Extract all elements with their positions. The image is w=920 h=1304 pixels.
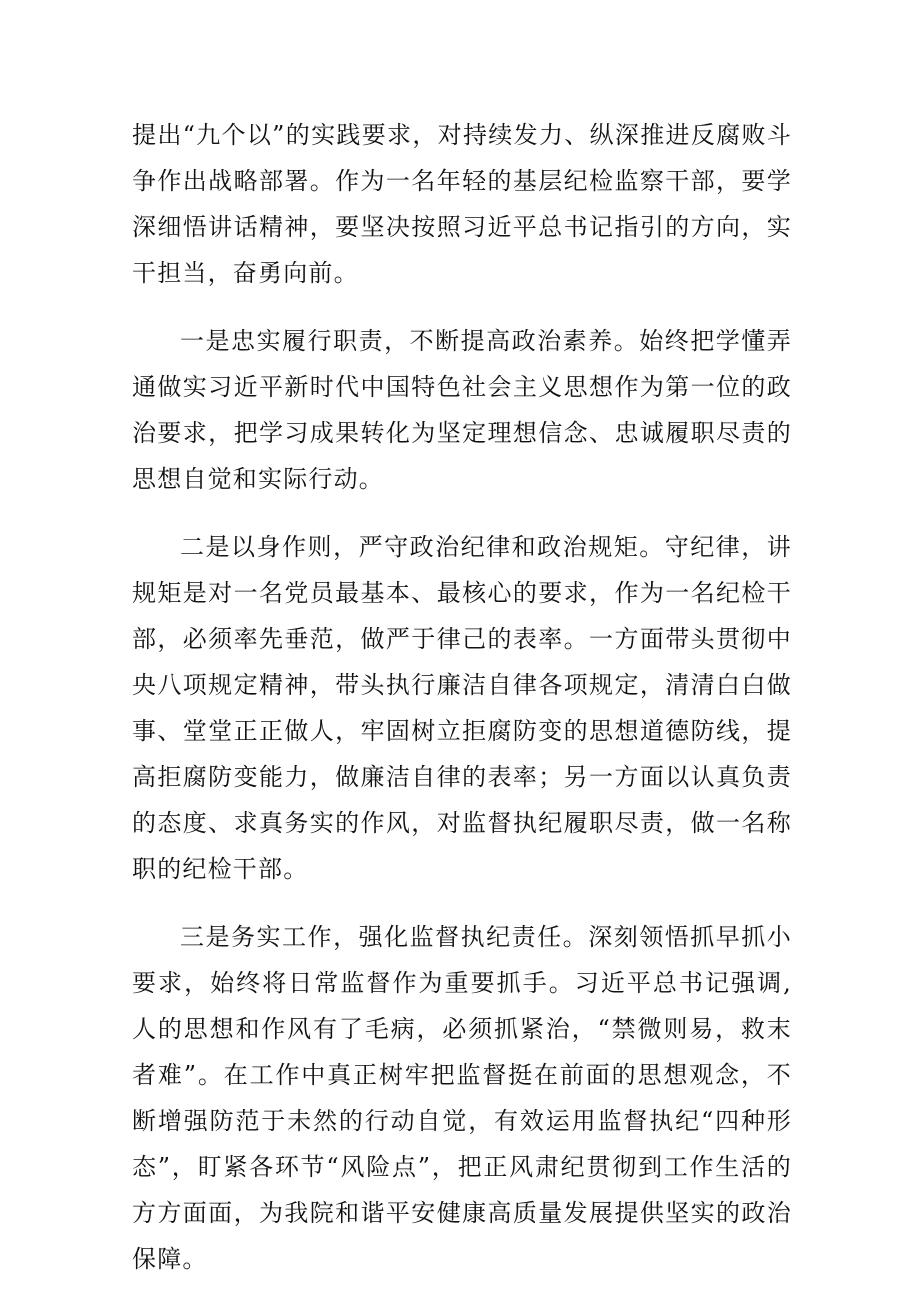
- paragraph-intro-continuation: 提出“九个以”的实践要求，对持续发力、纵深推进反腐败斗争作出战略部署。作为一名年轻的基层纪检监察干部，要学深细悟讲话精神，要坚决按照习近平总书记指引的方向，实干担当，奋勇向前。: [132, 121, 792, 287]
- paragraph-point-one: 一是忠实履行职责，不断提高政治素养。始终把学懂弄通做实习近平新时代中国特色社会主义思想作为第一位的政治要求，把学习成果转化为坚定理想信念、忠诚履职尽责的思想自觉和实际行动。: [132, 327, 792, 493]
- document-body: [132, 112, 792, 1304]
- paragraph-point-three: 三是务实工作，强化监督执纪责任。深刻领悟抓早抓小要求，始终将日常监督作为重要抓手。习近平总书记强调,人的思想和作风有了毛病，必须抓紧治，“禁微则易，救末者难”。在工作中真正树牢把监督挺在前面的思想观念，不断增强防范于未然的行动自觉，有效运用监督执纪“四种形态”，盯紧各环节“风险点”，把正风肃纪贯彻到工作生活的方方面面，为我院和谐平安健康高质量发展提供坚实的政治保障。: [132, 923, 792, 1273]
- paragraph-point-two: 二是以身作则，严守政治纪律和政治规矩。守纪律，讲规矩是对一名党员最基本、最核心的要求，作为一名纪检干部，必须率先垂范，做严于律己的表率。一方面带头贯彻中央八项规定精神，带头执行廉洁自律各项规定，清清白白做事、堂堂正正做人，牢固树立拒腐防变的思想道德防线，提高拒腐防变能力，做廉洁自律的表率；另一方面以认真负责的态度、求真务实的作风，对监督执纪履职尽责，做一名称职的纪检干部。: [132, 533, 792, 883]
